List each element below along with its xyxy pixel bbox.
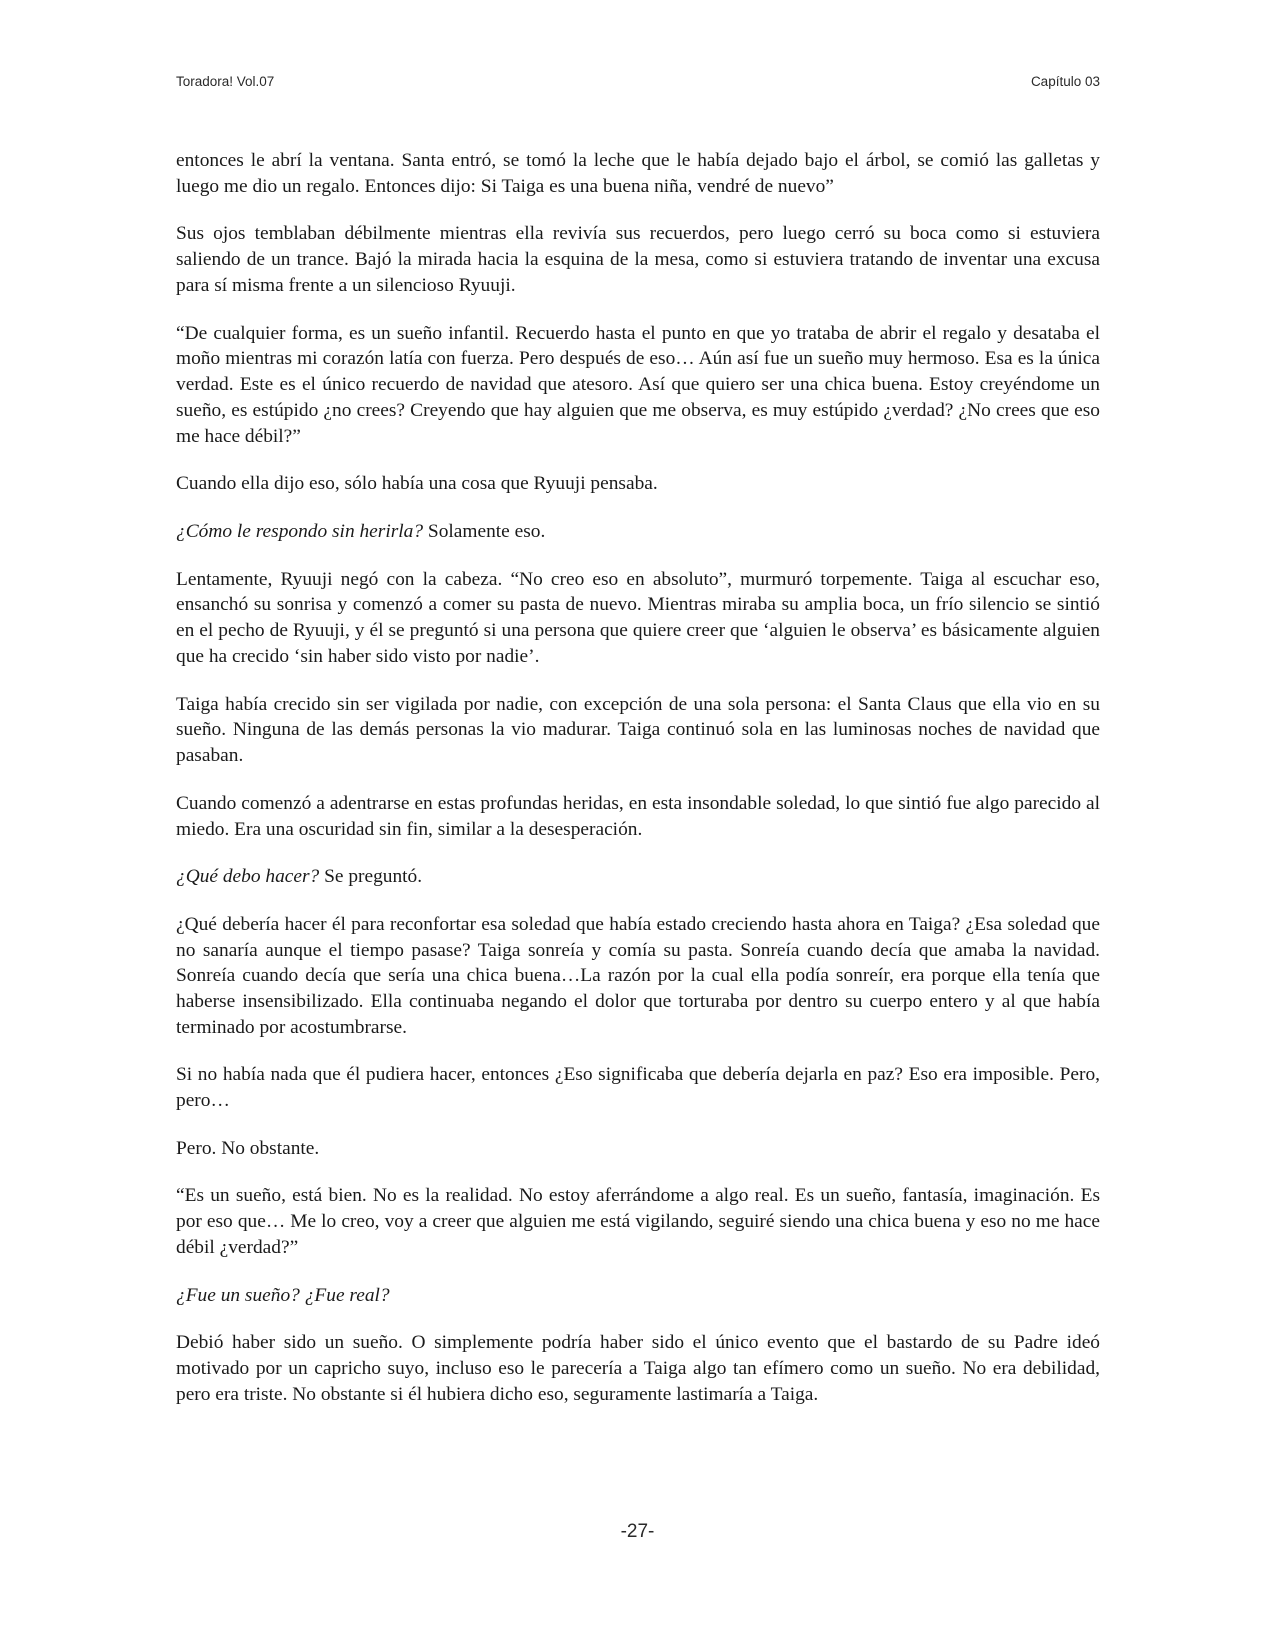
paragraph: Debió haber sido un sueño. O simplemente podría haber sido el único evento que el bastardo de su Padre ideó motivado por un capricho suyo, incluso eso le parecería a Taiga algo tan efímero como un sueño. No era debilidad, pero era triste. No obstante si él hubiera dicho eso, seguramente lastimaría a Taiga. — [176, 1332, 1100, 1405]
paragraph: ¿Qué debería hacer él para reconfortar esa soledad que había estado creciendo hasta ahora en Taiga? ¿Esa soledad que no sanaría aunque el tiempo pasase? Taiga sonreía y comía su pasta. Sonreía cuando decía que amaba la navidad. Sonreía cuando decía que sería una chica buena…La razón por la cual ella podía sonreír, era porque ella tenía que haberse insensibilizado. Ella continuaba negando el dolor que torturaba por dentro su cuerpo entero y al que había terminado por acostumbrarse. — [176, 913, 1100, 1038]
paragraph: “De cualquier forma, es un sueño infantil. Recuerdo hasta el punto en que yo trataba de abrir el regalo y desataba el moño mientras mi corazón latía con fuerza. Pero después de eso… Aún así fue un sueño muy hermoso. Esa es la única verdad. Este es el único recuerdo de navidad que atesoro. Así que quiero ser una chica buena. Estoy creyéndome un sueño, es estúpido ¿no crees? Creyendo que hay alguien que me observa, es muy estúpido ¿verdad? ¿No crees que eso me hace débil?” — [176, 322, 1100, 447]
italic-thought: ¿Fue un sueño? ¿Fue real? — [176, 1284, 390, 1306]
paragraph: Pero. No obstante. — [176, 1137, 320, 1159]
italic-thought: ¿Cómo le respondo sin herirla? — [176, 520, 424, 542]
paragraph: Sus ojos temblaban débilmente mientras ella revivía sus recuerdos, pero luego cerró su boca como si estuviera saliendo de un trance. Bajó la mirada hacia la esquina de la mesa, como si estuviera tratando de inventar una excusa para sí misma frente a un silencioso Ryuuji. — [176, 223, 1100, 296]
italic-thought: ¿Qué debo hacer? — [176, 866, 320, 888]
paragraph: “Es un sueño, está bien. No es la realidad. No estoy aferrándome a algo real. Es un sueño, fantasía, imaginación. Es por eso que… Me lo creo, voy a creer que alguien me está vigilando, seguiré siendo una chica buena y eso no me hace débil ¿verdad?” — [176, 1185, 1100, 1259]
page-header — [176, 74, 1100, 89]
header-book-title: Toradora! Vol.07 — [176, 74, 275, 89]
page-number: -27- — [620, 1521, 655, 1542]
paragraph: Cuando comenzó a adentrarse en estas profundas heridas, en esta insondable soledad, lo que sintió fue algo parecido al miedo. Era una oscuridad sin fin, similar a la desesperación. — [176, 792, 1100, 840]
paragraph: Lentamente, Ryuuji negó con la cabeza. “No creo eso en absoluto”, murmuró torpemente. Taiga al escuchar eso, ensanchó su sonrisa y comenzó a comer su pasta de nuevo. Mientras miraba su amplia boca, un frío silencio se sintió en el pecho de Ryuuji, y él se preguntó si una persona que quiere creer que ‘alguien le observa’ es básicamente alguien que ha crecido ‘sin haber sido visto por nadie’. — [176, 568, 1100, 667]
body-text — [176, 148, 1100, 1408]
paragraph: Cuando ella dijo eso, sólo había una cosa que Ryuuji pensaba. — [176, 473, 658, 495]
paragraph: Si no había nada que él pudiera hacer, entonces ¿Eso significaba que debería dejarla en paz? Eso era imposible. Pero, pero… — [176, 1064, 1100, 1112]
italic-thought-paragraph — [176, 519, 1100, 545]
page-footer — [0, 1521, 1275, 1543]
thought-continuation: Solamente eso. — [423, 520, 546, 542]
italic-thought-paragraph — [176, 1283, 1100, 1309]
header-chapter: Capítulo 03 — [1030, 74, 1100, 89]
paragraph: entonces le abrí la ventana. Santa entró, se tomó la leche que le había dejado bajo el árbol, se comió las galletas y luego me dio un regalo. Entonces dijo: Si Taiga es una buena niña, vendré de nuevo” — [176, 150, 1100, 197]
thought-continuation: Se preguntó. — [319, 866, 423, 888]
paragraph: Taiga había crecido sin ser vigilada por nadie, con excepción de una sola persona: el Santa Claus que ella vio en su sueño. Ninguna de las demás personas la vio madurar. Taiga continuó sola en las luminosas noches de navidad que pasaban. — [176, 693, 1100, 767]
italic-thought-paragraph — [176, 864, 1100, 890]
